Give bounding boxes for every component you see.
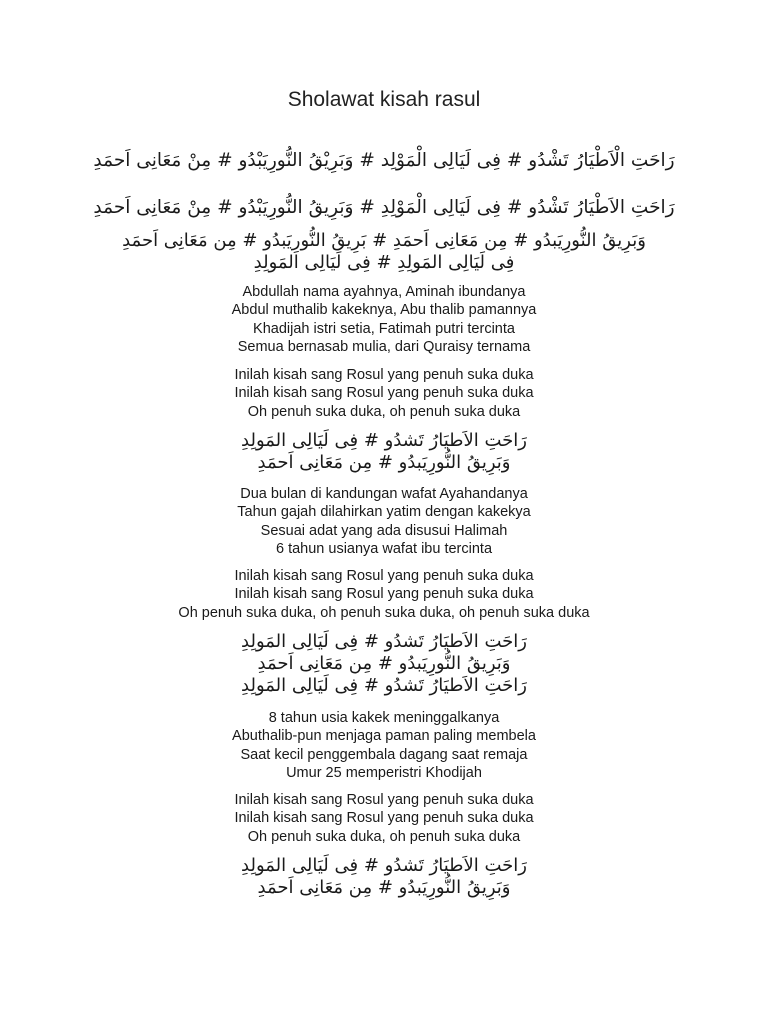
arabic-block-3 [0, 631, 768, 697]
lyric-line: 8 tahun usia kakek meninggalkanya [268, 710, 500, 726]
lyric-line: Inilah kisah sang Rosul yang penuh suka duka [234, 792, 534, 808]
lyric-line: Oh penuh suka duka, oh penuh suka duka, oh penuh suka duka [178, 604, 590, 621]
arabic-line: رَاحَتِ الاَطيَارُ تَشدُو # فِى لَيَالِى المَولِدِ [241, 430, 527, 451]
lyric-line: Oh penuh suka duka, oh penuh suka duka [247, 403, 521, 420]
lyric-line: Abuthalib-pun menjaga paman paling membela [232, 728, 536, 745]
lyric-line: Dua bulan di kandungan wafat Ayahandanya [240, 486, 528, 502]
lyric-line: Inilah kisah sang Rosul yang penuh suka duka [234, 586, 534, 603]
arabic-block-2 [0, 430, 768, 474]
lyric-line: Inilah kisah sang Rosul yang penuh suka duka [234, 367, 534, 383]
lyric-line: Khadijah istri setia, Fatimah putri tercinta [253, 320, 515, 337]
verse-1 [0, 283, 768, 356]
arabic-header-line-1: رَاحَتِ الْاَطْيَارُ تَشْدُو # فِى لَيَالِى الْمَوْلِد # وَبَرِيْقُ النُّورِيَبْدُو # مِنْ مَعَانِى اَحمَدِ [93, 150, 675, 171]
lyric-line: Oh penuh suka duka, oh penuh suka duka [247, 828, 521, 845]
verse-3 [0, 709, 768, 782]
arabic-line: وَبَرِيقُ النُّورِيَبدُو # مِن مَعَانِى اَحمَدِ [257, 452, 511, 473]
lyric-line: Sesuai adat yang ada disusui Halimah [260, 522, 508, 539]
lyric-line: Inilah kisah sang Rosul yang penuh suka duka [234, 385, 534, 402]
arabic-line: رَاحَتِ الاَطيَارُ تَشدُو # فِى لَيَالِى المَولِدِ [241, 631, 527, 652]
lyric-line: Abdullah nama ayahnya, Aminah ibundanya [242, 284, 526, 300]
verse-2 [0, 485, 768, 558]
arabic-line: وَبَرِيقُ النُّورِيَبدُو # مِن مَعَانِى اَحمَدِ [257, 877, 511, 898]
lyric-line: Abdul muthalib kakeknya, Abu thalib pamannya [231, 302, 537, 319]
lyric-line: Tahun gajah dilahirkan yatim dengan kakekya [237, 504, 531, 521]
arabic-block-1 [0, 230, 768, 274]
arabic-block-4 [0, 855, 768, 899]
arabic-line: فِى لَيَالِى المَولِدِ # فِى لَيَالِى المَولِدِ [253, 252, 515, 273]
lyric-line: Umur 25 memperistri Khodijah [286, 764, 482, 781]
chorus-1 [0, 366, 768, 421]
lyric-line: 6 tahun usianya wafat ibu tercinta [275, 540, 493, 557]
arabic-header-line-2: رَاحَتِ الاَطْيَارُ تَشْدُو # فِى لَيَالِى الْمَوْلِدِ # وَبَرِيقُ النُّورِيَبْدُو # مِنْ مَعَانِى اَحمَدِ [93, 197, 675, 218]
arabic-line: وَبَرِيقُ النُّورِيَبدُو # مِن مَعَانِى اَحمَدِ # بَرِيقُ النُّورِيَبدُو # مِن مَعَانِى اَحمَدِ [122, 230, 646, 251]
arabic-line: رَاحَتِ الاَطيَارُ تَشدُو # فِى لَيَالِى المَولِدِ [241, 675, 527, 696]
document-title: Sholawat kisah rasul [287, 88, 481, 111]
chorus-3 [0, 791, 768, 846]
arabic-line: رَاحَتِ الاَطيَارُ تَشدُو # فِى لَيَالِى المَولِدِ [241, 855, 527, 876]
lyric-line: Saat kecil penggembala dagang saat remaja [240, 746, 528, 763]
lyric-line: Inilah kisah sang Rosul yang penuh suka duka [234, 810, 534, 827]
chorus-2 [0, 567, 768, 622]
lyric-line: Semua bernasab mulia, dari Quraisy ternama [237, 338, 531, 355]
lyric-line: Inilah kisah sang Rosul yang penuh suka duka [234, 568, 534, 584]
arabic-line: وَبَرِيقُ النُّورِيَبدُو # مِن مَعَانِى اَحمَدِ [257, 653, 511, 674]
